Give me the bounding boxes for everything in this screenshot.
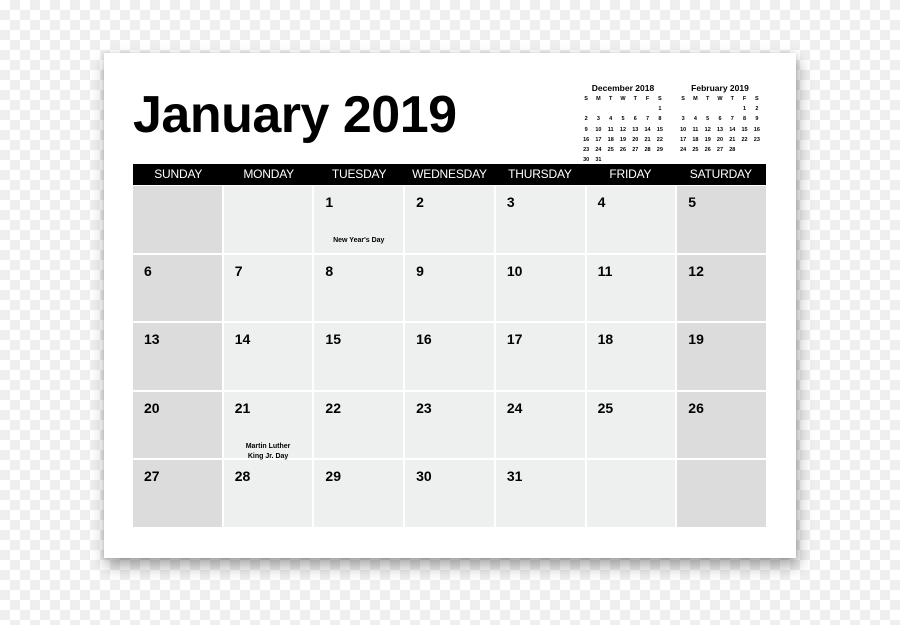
day-cell[interactable] (224, 323, 313, 390)
mini-weekday: F (742, 96, 747, 102)
mini-day (629, 104, 641, 114)
day-cell[interactable] (314, 186, 403, 253)
day-number: 25 (597, 399, 614, 416)
mini-day (702, 104, 714, 114)
day-number: 4 (597, 194, 606, 210)
mini-day: 13 (716, 126, 724, 133)
weekday-sunday: SUNDAY (154, 167, 203, 181)
mini-day: 24 (680, 146, 687, 153)
mini-day: 21 (729, 136, 736, 143)
day-cell[interactable] (587, 323, 676, 390)
day-cell[interactable] (677, 460, 766, 527)
mini-day: 8 (743, 116, 747, 123)
day-number: 24 (506, 399, 523, 416)
day-cell[interactable] (496, 392, 585, 459)
weekday-tuesday: TUESDAY (331, 167, 387, 181)
mini-day: 17 (680, 136, 687, 143)
weekday-saturday: SATURDAY (689, 167, 752, 181)
day-number: 8 (325, 262, 334, 279)
day-number: 10 (506, 262, 523, 279)
mini-day: 20 (716, 136, 724, 143)
day-number: 5 (688, 194, 697, 210)
day-cell[interactable] (224, 460, 313, 527)
mini-weekday: S (755, 96, 759, 102)
mini-weekday: S (584, 96, 588, 102)
mini-day (605, 104, 617, 114)
mini-day: 28 (729, 146, 736, 153)
mini-day: 12 (619, 126, 627, 133)
mini-day (714, 104, 726, 114)
mini-calendar-grid (677, 94, 763, 155)
holiday-label: New Year's Day (333, 237, 385, 244)
weekday-friday: FRIDAY (609, 167, 652, 181)
mini-day: 11 (607, 126, 614, 133)
day-number: 27 (144, 468, 160, 485)
mini-day (738, 145, 750, 155)
day-cell[interactable] (133, 323, 222, 390)
day-cell[interactable] (496, 186, 585, 253)
mini-day: 6 (718, 116, 722, 123)
mini-day: 22 (656, 136, 663, 143)
day-cell[interactable] (587, 255, 676, 322)
day-cell[interactable] (133, 186, 222, 253)
day-cell[interactable] (314, 255, 403, 322)
mini-day (641, 104, 653, 114)
day-number: 3 (506, 194, 515, 210)
day-number: 23 (416, 399, 432, 416)
mini-day: 25 (692, 146, 699, 153)
mini-day: 7 (646, 116, 650, 123)
day-number: 17 (506, 331, 523, 348)
day-number: 13 (144, 331, 160, 348)
weekday-header-bar (133, 164, 766, 185)
mini-day: 3 (681, 116, 685, 123)
day-cell[interactable] (224, 186, 313, 253)
day-cell[interactable] (224, 392, 313, 459)
mini-calendar-december (580, 83, 666, 165)
weekday-wednesday: WEDNESDAY (412, 167, 487, 181)
mini-day: 6 (633, 116, 637, 123)
holiday-label: Martin Luther King Jr. Day (245, 442, 291, 460)
mini-day: 15 (656, 126, 663, 133)
mini-day: 11 (692, 126, 699, 133)
mini-weekday: T (730, 96, 734, 102)
mini-weekday: M (693, 96, 698, 102)
day-number: 18 (597, 331, 614, 348)
mini-weekday: S (681, 96, 685, 102)
mini-day: 27 (632, 146, 639, 153)
mini-day: 24 (595, 146, 602, 153)
mini-day: 29 (656, 146, 663, 153)
mini-day: 14 (729, 126, 736, 133)
mini-weekday: F (645, 96, 650, 102)
day-cell[interactable] (133, 255, 222, 322)
mini-day: 9 (584, 126, 588, 133)
mini-day: 21 (644, 136, 651, 143)
mini-day: 2 (755, 106, 759, 113)
day-number: 2 (416, 194, 424, 210)
mini-day: 20 (632, 136, 639, 143)
mini-day: 31 (595, 157, 602, 164)
day-number: 1 (325, 194, 334, 210)
day-number: 30 (416, 468, 432, 485)
mini-day: 18 (692, 136, 699, 143)
day-number: 11 (597, 262, 613, 279)
weekday-thursday: THURSDAY (508, 167, 572, 181)
mini-day: 30 (583, 157, 590, 164)
mini-day: 5 (706, 116, 710, 123)
mini-weekday: W (717, 96, 723, 102)
day-cell[interactable] (677, 323, 766, 390)
day-cell[interactable] (405, 255, 494, 322)
mini-day: 22 (741, 136, 748, 143)
mini-day: 5 (621, 116, 625, 123)
day-number: 31 (506, 468, 523, 485)
mini-day (580, 104, 592, 114)
day-cell[interactable] (314, 460, 403, 527)
mini-day: 19 (619, 136, 627, 143)
mini-day: 7 (730, 116, 734, 123)
mini-weekday: W (620, 96, 626, 102)
mini-calendar-february (677, 83, 763, 155)
mini-day: 23 (753, 136, 760, 143)
day-cell[interactable] (587, 186, 676, 253)
mini-day: 25 (607, 146, 614, 153)
day-number: 15 (325, 331, 341, 348)
mini-day: 16 (583, 136, 590, 143)
mini-day (726, 104, 738, 114)
mini-day (592, 104, 604, 114)
day-cell[interactable] (314, 392, 403, 459)
day-number: 16 (416, 331, 432, 348)
day-cell[interactable] (496, 460, 585, 527)
day-cell[interactable] (587, 460, 676, 527)
mini-calendar-title: December 2018 (591, 83, 655, 93)
mini-day: 4 (693, 116, 697, 123)
mini-day: 16 (753, 126, 760, 133)
day-cell[interactable] (314, 323, 403, 390)
mini-day: 26 (704, 146, 711, 153)
day-number: 12 (688, 262, 704, 279)
mini-day: 15 (741, 126, 748, 133)
day-number: 22 (325, 399, 341, 416)
mini-day: 23 (583, 146, 590, 153)
day-cell[interactable] (405, 392, 494, 459)
day-number: 20 (144, 399, 160, 416)
day-number: 28 (234, 468, 251, 485)
mini-day: 9 (755, 116, 759, 123)
mini-day: 4 (609, 116, 613, 123)
day-cell[interactable] (405, 323, 494, 390)
day-number: 6 (144, 262, 152, 279)
mini-weekday: T (706, 96, 710, 102)
day-cell[interactable] (677, 186, 766, 253)
day-number: 19 (688, 331, 704, 348)
mini-weekday: S (658, 96, 662, 102)
day-cell[interactable] (133, 460, 222, 527)
day-cell[interactable] (496, 255, 585, 322)
mini-day: 1 (743, 106, 747, 113)
day-number: 14 (234, 331, 251, 348)
day-number: 21 (234, 399, 251, 416)
mini-day (677, 104, 689, 114)
mini-day: 13 (632, 126, 639, 133)
mini-weekday: M (596, 96, 601, 102)
mini-day: 26 (619, 146, 627, 153)
mini-weekday: T (633, 96, 637, 102)
mini-calendar-grid (580, 94, 666, 165)
day-cell[interactable] (677, 392, 766, 459)
mini-day: 2 (584, 116, 588, 123)
weekday-monday: MONDAY (243, 167, 294, 181)
month-grid (133, 186, 766, 527)
mini-day: 10 (595, 126, 602, 133)
day-cell[interactable] (677, 255, 766, 322)
day-number: 29 (325, 468, 341, 485)
day-number: 26 (688, 399, 704, 416)
mini-day: 19 (704, 136, 711, 143)
mini-day (751, 145, 763, 155)
mini-day: 10 (680, 126, 687, 133)
mini-day: 18 (607, 136, 614, 143)
mini-day: 28 (644, 146, 651, 153)
day-cell[interactable] (133, 392, 222, 459)
mini-day: 17 (595, 136, 602, 143)
day-cell[interactable] (224, 255, 313, 322)
day-cell[interactable] (587, 392, 676, 459)
mini-day: 1 (658, 106, 662, 113)
mini-day: 3 (596, 116, 600, 123)
day-cell[interactable] (405, 460, 494, 527)
day-number: 9 (416, 262, 424, 279)
mini-day: 8 (658, 116, 662, 123)
day-cell[interactable] (405, 186, 494, 253)
mini-day: 12 (704, 126, 711, 133)
mini-day (617, 104, 629, 114)
mini-weekday: T (609, 96, 613, 102)
mini-day (689, 104, 701, 114)
day-cell[interactable] (496, 323, 585, 390)
day-number: 7 (234, 262, 243, 279)
mini-day: 14 (644, 126, 651, 133)
mini-calendar-title: February 2019 (691, 83, 749, 93)
month-title: January 2019 (133, 86, 457, 144)
mini-day: 27 (716, 146, 724, 153)
